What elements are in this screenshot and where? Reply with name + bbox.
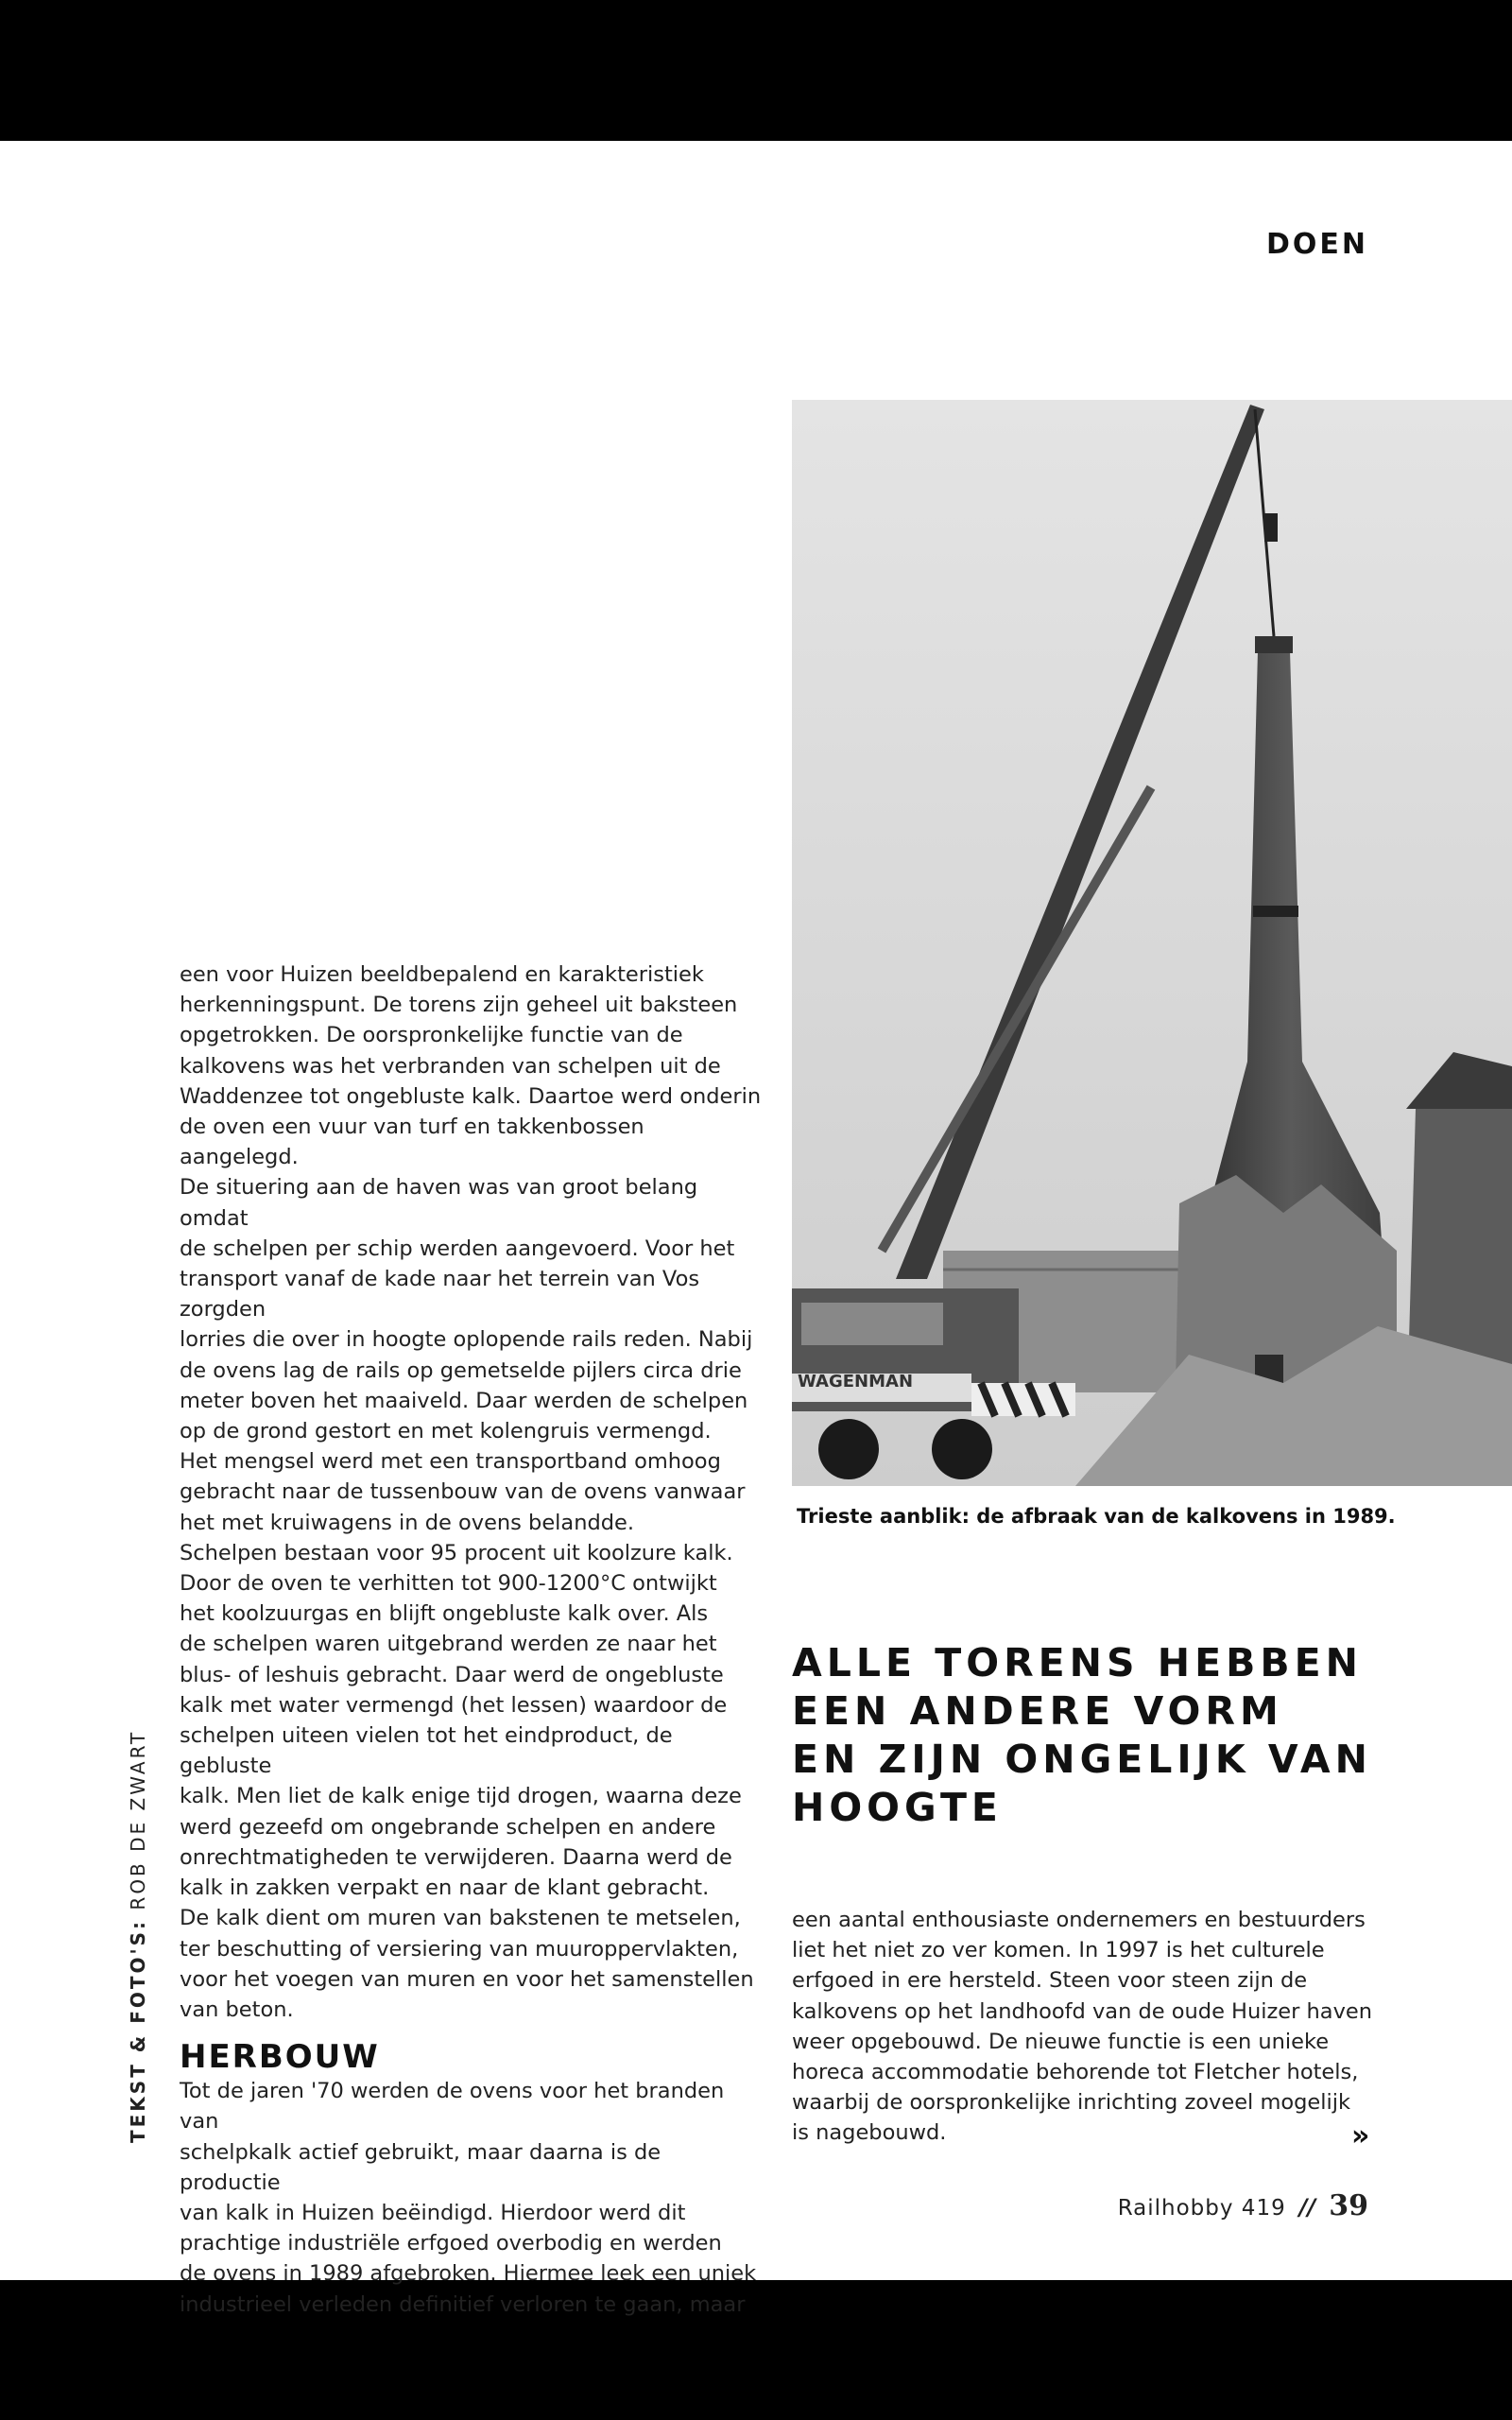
left-text-column (180, 959, 765, 2320)
page-number: 39 (1329, 2189, 1368, 2222)
credit-author: ROB DE ZWART (127, 1729, 149, 1910)
photo-caption: Trieste aanblik: de afbraak van de kalkovens in 1989. (797, 1505, 1396, 1528)
demolition-photo (792, 400, 1512, 1486)
body-text: een voor Huizen beeldbepalend en karakteristiek herkenningspunt. De torens zijn geheel uit baksteen opgetrokken. De oorspronkelijke functie van de kalkovens was het verbranden van schelpen uit de Waddenzee tot ongebluste kalk. Daartoe werd onderin de oven een vuur van turf en takkenbossen aangelegd. De situering aan de haven was van groot belang omdat de schelpen per schip werden aangevoerd. Voor het transport vanaf de kade naar het terrein van Vos zorgden lorries die over in hoogte oplopende rails reden. Nabij de ovens lag de rails op gemetselde pijlers circa drie meter boven het maaiveld. Daar werden de schelpen op de grond gestort en met kolengruis vermengd. Het mengsel werd met een transportband omhoog gebracht naar de tussenbouw van de ovens vanwaar het met kruiwagens in de ovens belandde. Schelpen bestaan voor 95 procent uit koolzure kalk. Door de oven te verhitten tot 900-1200°C ontwijkt het koolzuurgas en blijft ongebluste kalk over. Als de schelpen waren uitgebrand werden ze naar het blus- of leshuis gebracht. Daar werd de ongebluste kalk met water vermengd (het lessen) waardoor de schelpen uiteen vielen tot het eindproduct, de gebluste kalk. Men liet de kalk enige tijd drogen, waarna deze werd gezeefd om ongebrande schelpen en andere onrechtmatigheden te verwijderen. Daarna werd de kalk in zakken verpakt en naar de klant gebracht. De kalk dient om muren van bakstenen te metselen, ter beschutting of versiering van muuroppervlakten, voor het voegen van muren en voor het samenstellen van beton. (180, 962, 762, 2022)
page-footer (1118, 2189, 1368, 2222)
magazine-issue: Railhobby 419 (1117, 2196, 1286, 2221)
photo-credit (127, 1730, 149, 2143)
magazine-page (0, 141, 1512, 2317)
body-text-continued: Tot de jaren '70 werden de ovens voor het branden van schelpkalk actief gebruikt, maar daarna is de productie van kalk in Huizen beëindigd. Hierdoor werd dit prachtige industriële erfgoed overbodig en werden de ovens in 1989 afgebroken. Hiermee leek een uniek industrieel verleden definitief verloren te gaan, maar (180, 2079, 757, 2317)
crane-label: WAGENMAN (798, 1372, 914, 1392)
subheading: HERBOUW (180, 2038, 380, 2077)
photo-illustration (792, 400, 1512, 1486)
continue-arrow-icon: » (1351, 2119, 1370, 2152)
pull-quote: ALLE TORENS HEBBEN EEN ANDERE VORM EN ZIJN ONGELIJK VAN HOOGTE (792, 1640, 1372, 1830)
body-text-right: een aantal enthousiaste ondernemers en bestuurders liet het niet zo ver komen. In 1997 is het culturele erfgoed in ere hersteld. Steen voor steen zijn de kalkovens op het landhoofd van de oude Huizer haven weer opgebouwd. De nieuwe functie is een unieke horeca accommodatie behorende tot Fletcher hotels, waarbij de oorspronkelijke inrichting zoveel mogelijk is nagebouwd. (792, 1908, 1373, 2146)
footer-separator: // (1298, 2194, 1316, 2221)
section-label: DOEN (1265, 228, 1368, 261)
credit-label: TEKST & FOTO'S: (127, 1918, 149, 2143)
right-text-column (792, 1905, 1397, 2149)
